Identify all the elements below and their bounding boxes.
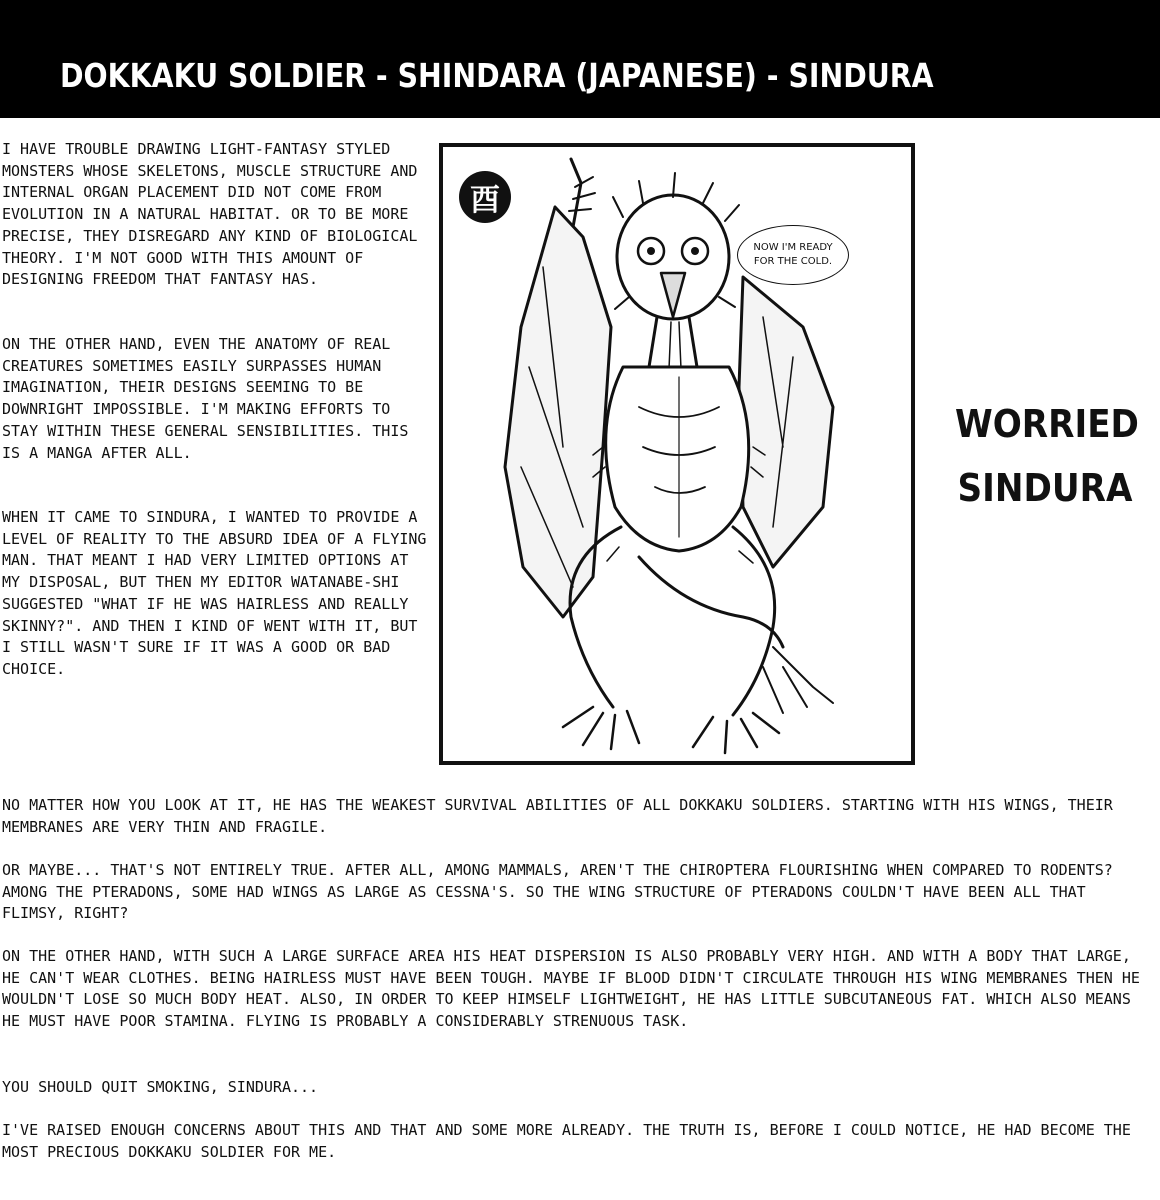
intro-paragraph-2: ON THE OTHER HAND, EVEN THE ANATOMY OF REAL CREATURES SOMETIMES EASILY SURPASSES HUMAN IMAGINATION, THEIR DESIGNS SEEMING TO BE DOWNRIGHT IMPOSSIBLE. I'M MAKING EFFORTS TO STAY WITHIN THESE GENERAL SENSIBILITIES. THIS IS A MANGA AFTER ALL. — [2, 335, 409, 462]
character-illustration-frame — [439, 143, 915, 765]
body-paragraph-5: I'VE RAISED ENOUGH CONCERNS ABOUT THIS AND THAT AND SOME MORE ALREADY. THE TRUTH IS, BEFORE I COULD NOTICE, HE HAD BECOME THE MOST PRECIOUS DOKKAKU SOLDIER FOR ME. — [2, 1121, 1131, 1161]
page-title: DOKKAKU SOLDIER - SHINDARA (JAPANESE) - SINDURA — [60, 56, 934, 95]
side-caption-line-1: WORRIED — [955, 402, 1139, 446]
side-caption — [955, 392, 1139, 520]
body-paragraph-2: OR MAYBE... THAT'S NOT ENTIRELY TRUE. AFTER ALL, AMONG MAMMALS, AREN'T THE CHIROPTERA FLOURISHING WHEN COMPARED TO RODENTS? AMONG THE PTERADONS, SOME HAD WINGS AS LARGE AS CESSNA'S. SO THE WING STRUCTURE OF PTERADONS COULDN'T HAVE BEEN ALL THAT FLIMSY, RIGHT? — [2, 861, 1113, 923]
intro-paragraph-3: WHEN IT CAME TO SINDURA, I WANTED TO PROVIDE A LEVEL OF REALITY TO THE ABSURD IDEA OF A FLYING MAN. THAT MEANT I HAD VERY LIMITED OPTIONS AT MY DISPOSAL, BUT THEN MY EDITOR WATANABE-SHI SUGGESTED "WHAT IF HE WAS HAIRLESS AND REALLY SKINNY?". AND THEN I KIND OF WENT WITH IT, BUT I STILL WASN'T SURE IF IT WAS A GOOD OR BAD CHOICE. — [2, 508, 427, 678]
speech-bubble-text: NOW I'M READY FOR THE COLD. — [753, 242, 833, 267]
side-caption-line-2: SINDURA — [957, 466, 1133, 510]
kanji-badge: 酉 — [459, 171, 511, 223]
header-banner — [0, 0, 1160, 118]
intro-paragraph-1: I HAVE TROUBLE DRAWING LIGHT-FANTASY STYLED MONSTERS WHOSE SKELETONS, MUSCLE STRUCTURE AND INTERNAL ORGAN PLACEMENT DID NOT COME FROM EVOLUTION IN A NATURAL HABITAT. OR TO BE MORE PRECISE, THEY DISREGARD ANY KIND OF BIOLOGICAL THEORY. I'M NOT GOOD WITH THIS AMOUNT OF DESIGNING FREEDOM THAT FANTASY HAS. — [2, 140, 418, 289]
body-paragraph-1: NO MATTER HOW YOU LOOK AT IT, HE HAS THE WEAKEST SURVIVAL ABILITIES OF ALL DOKKAKU SOLDIERS. STARTING WITH HIS WINGS, THEIR MEMBRANES ARE VERY THIN AND FRAGILE. — [2, 796, 1113, 836]
body-paragraph-4: YOU SHOULD QUIT SMOKING, SINDURA... — [2, 1078, 319, 1096]
speech-bubble — [737, 225, 849, 285]
body-paragraph-3: ON THE OTHER HAND, WITH SUCH A LARGE SURFACE AREA HIS HEAT DISPERSION IS ALSO PROBABLY VERY HIGH. AND WITH A BODY THAT LARGE, HE CAN'T WEAR CLOTHES. BEING HAIRLESS MUST HAVE BEEN TOUGH. MAYBE IF BLOOD DIDN'T CIRCULATE THROUGH HIS WING MEMBRANES THEN HE WOULDN'T LOSE SO MUCH BODY HEAT. ALSO, IN ORDER TO KEEP HIMSELF LIGHTWEIGHT, HE HAS LITTLE SUBCUTANEOUS FAT. WHICH ALSO MEANS HE MUST HAVE POOR STAMINA. FLYING IS PROBABLY A CONSIDERABLY STRENUOUS TASK. — [2, 947, 1140, 1031]
